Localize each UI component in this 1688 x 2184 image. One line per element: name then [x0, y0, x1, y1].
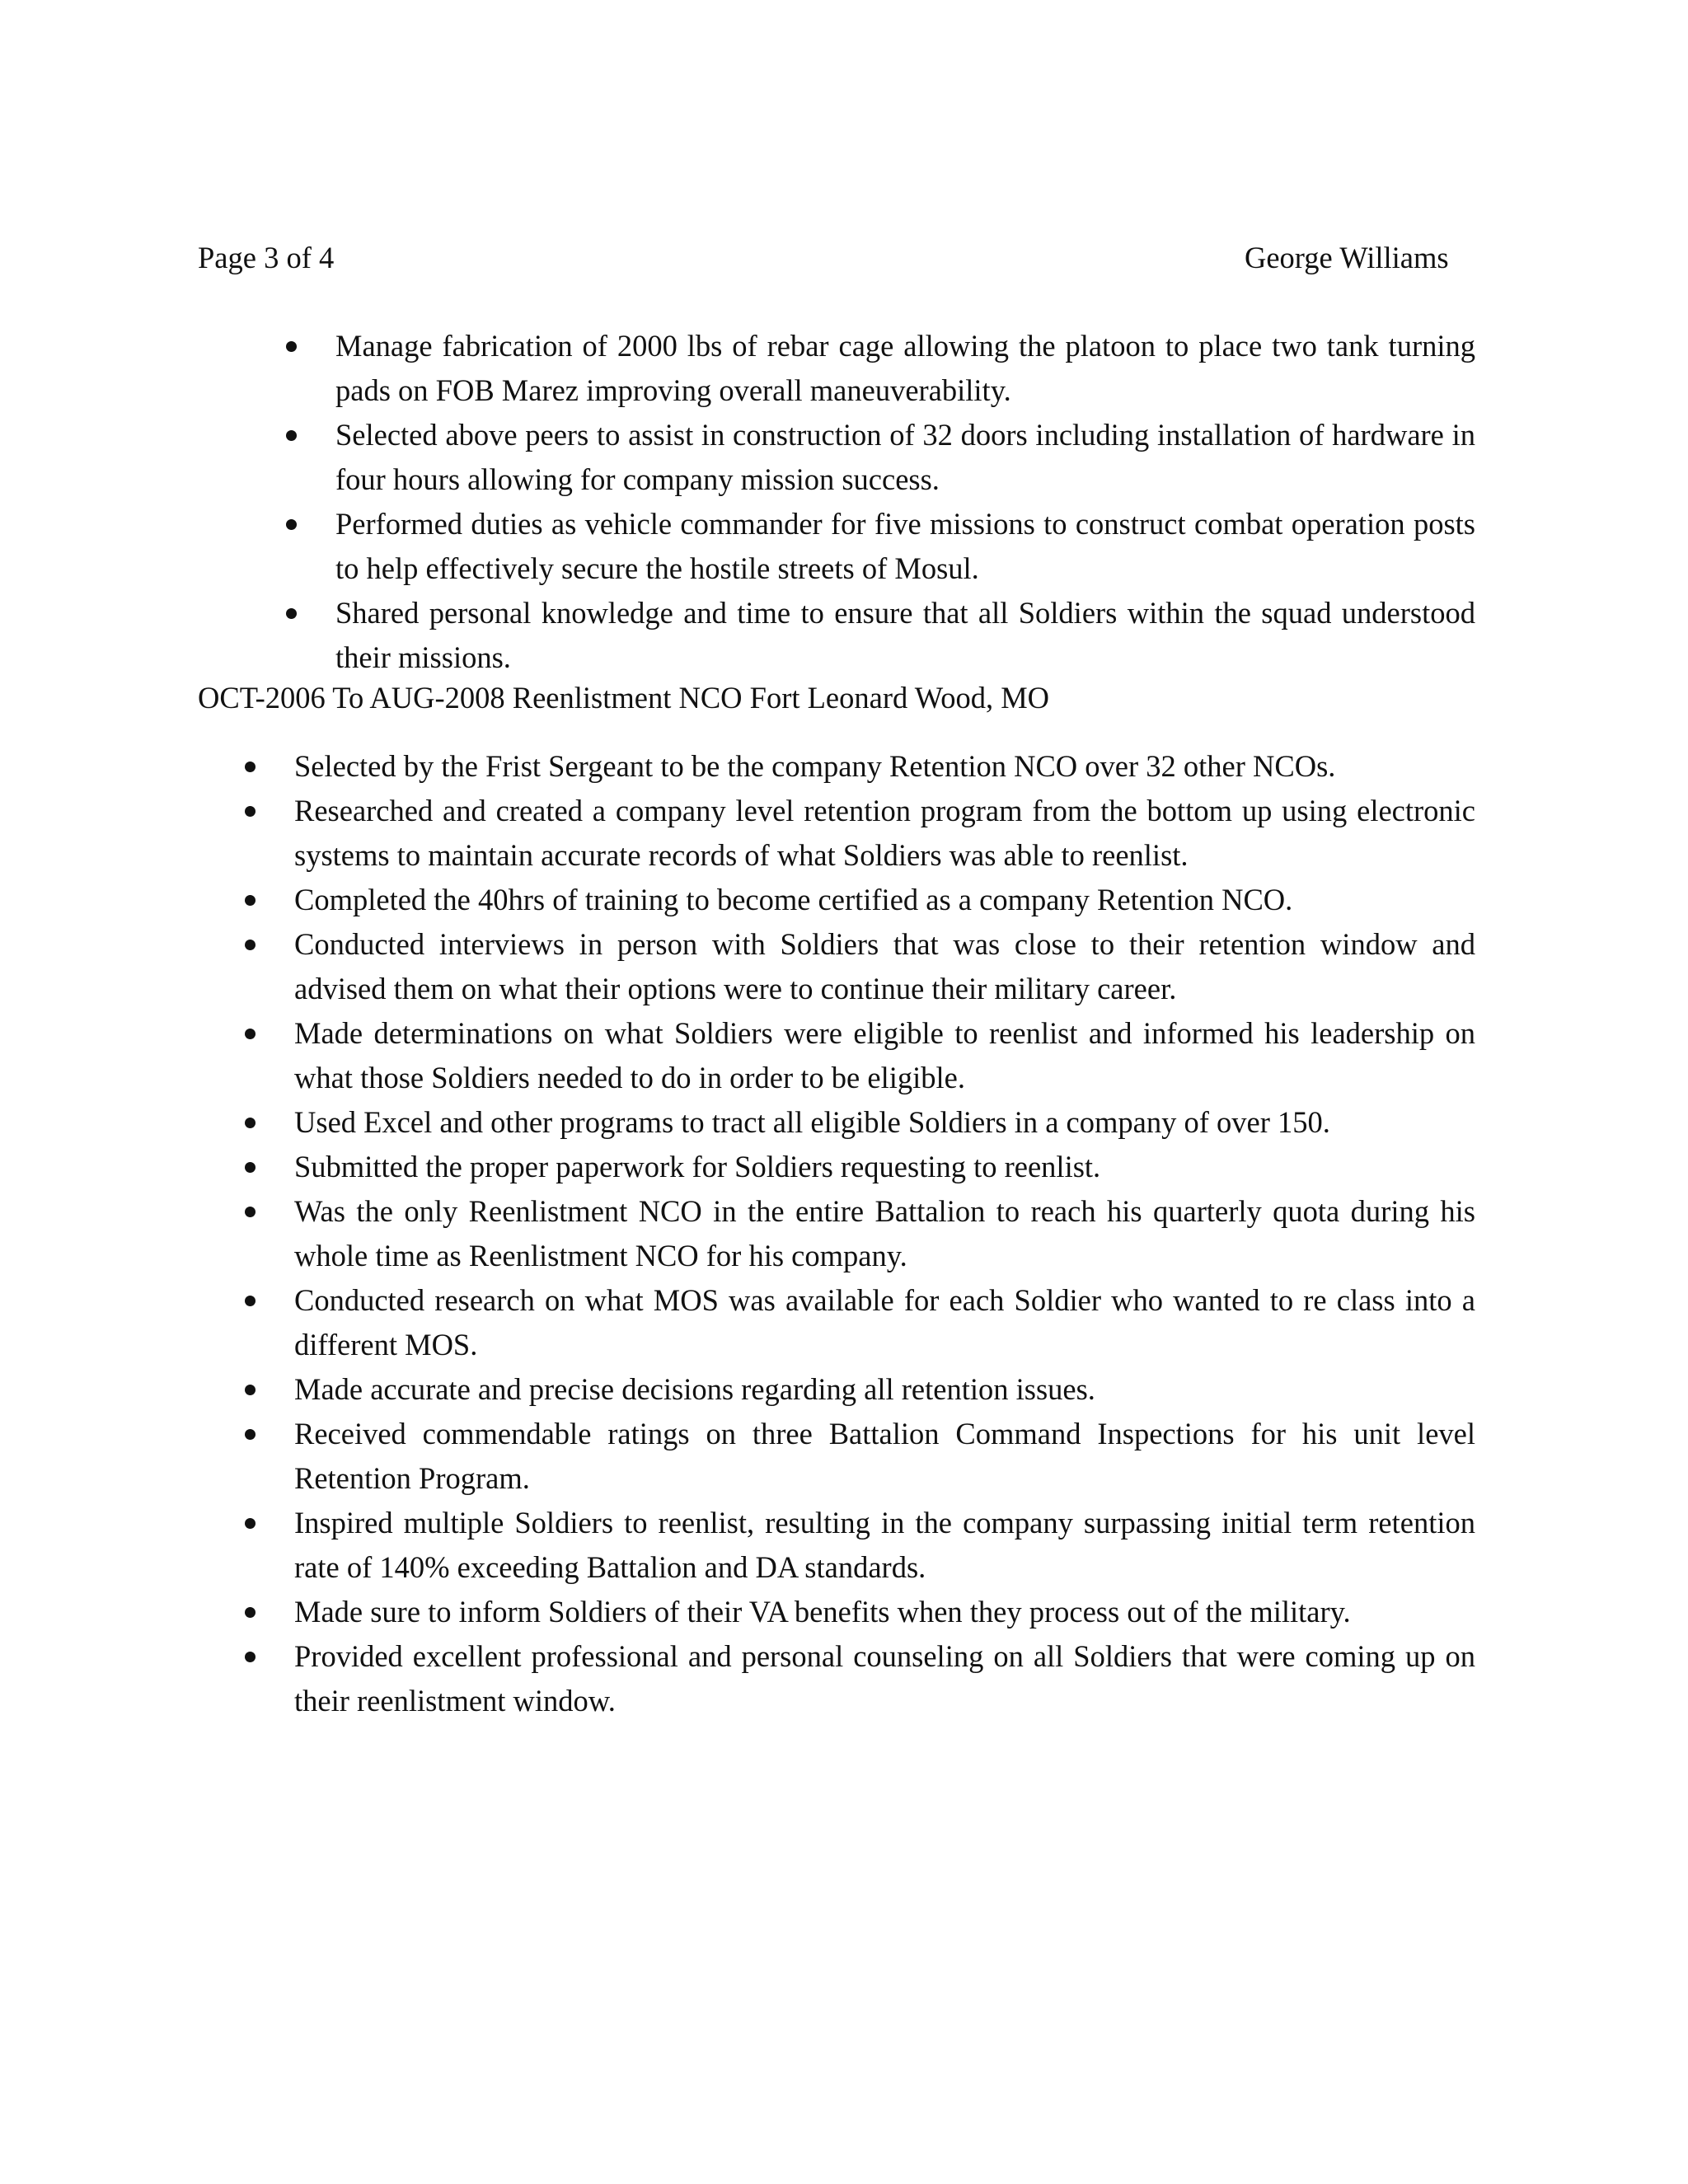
bullet-icon [286, 341, 297, 352]
list-item-text: Conducted research on what MOS was available for each Soldier who wanted to re class into a different MOS. [294, 1283, 1475, 1361]
bullet-icon [245, 1385, 256, 1395]
list-item [237, 1367, 1475, 1412]
list-item-text: Conducted interviews in person with Soldiers that was close to their retention window and advised them on what their options were to continue their military career. [294, 927, 1475, 1005]
job-heading: OCT-2006 To AUG-2008 Reenlistment NCO Fort Leonard Wood, MO [198, 681, 1050, 715]
author-name: George Williams [1245, 241, 1449, 274]
bullet-list-section1 [279, 324, 1475, 680]
bullet-icon [245, 806, 256, 817]
bullet-icon [245, 1296, 256, 1306]
bullet-icon [245, 940, 256, 950]
bullet-icon [245, 1607, 256, 1618]
list-item [237, 1278, 1475, 1367]
list-item [237, 1100, 1475, 1145]
list-item-text: Shared personal knowledge and time to ensure that all Soldiers within the squad understood their missions. [335, 596, 1475, 674]
list-item [237, 1189, 1475, 1278]
list-item-text: Made determinations on what Soldiers were eligible to reenlist and informed his leadership on what those Soldiers needed to do in order to be eligible. [294, 1016, 1475, 1094]
list-item [237, 1634, 1475, 1723]
list-item-text: Submitted the proper paperwork for Soldiers requesting to reenlist. [294, 1150, 1101, 1183]
bullet-list-section2 [237, 744, 1475, 1723]
list-item-text: Inspired multiple Soldiers to reenlist, resulting in the company surpassing initial term retention rate of 140% exceeding Battalion and DA standards. [294, 1506, 1475, 1584]
list-item-text: Was the only Reenlistment NCO in the entire Battalion to reach his quarterly quota during his whole time as Reenlistment NCO for his company. [294, 1194, 1475, 1272]
list-item [279, 502, 1475, 591]
page-number: Page 3 of 4 [198, 241, 335, 274]
bullet-icon [245, 762, 256, 772]
list-item [237, 1011, 1475, 1100]
bullet-icon [245, 1029, 256, 1039]
list-item [237, 1590, 1475, 1634]
list-item-text: Received commendable ratings on three Battalion Command Inspections for his unit level Retention Program. [294, 1417, 1475, 1495]
bullet-icon [245, 1118, 256, 1128]
list-item-text: Performed duties as vehicle commander for five missions to construct combat operation posts to help effectively secure the hostile streets of Mosul. [335, 507, 1475, 585]
list-item-text: Manage fabrication of 2000 lbs of rebar cage allowing the platoon to place two tank turning pads on FOB Marez improving overall maneuverability. [335, 329, 1475, 407]
bullet-icon [245, 1207, 256, 1217]
bullet-icon [245, 1518, 256, 1529]
bullet-icon [245, 895, 256, 906]
list-item-text: Selected above peers to assist in construction of 32 doors including installation of hardware in four hours allowing for company mission success. [335, 418, 1475, 496]
list-item [237, 922, 1475, 1011]
list-item-text: Used Excel and other programs to tract all eligible Soldiers in a company of over 150. [294, 1105, 1330, 1139]
list-item-text: Completed the 40hrs of training to become certified as a company Retention NCO. [294, 883, 1293, 916]
list-item-text: Selected by the Frist Sergeant to be the company Retention NCO over 32 other NCOs. [294, 749, 1336, 783]
list-item [279, 413, 1475, 502]
list-item [237, 1412, 1475, 1501]
list-item [237, 789, 1475, 878]
bullet-icon [286, 519, 297, 530]
bullet-icon [245, 1162, 256, 1173]
list-item [279, 324, 1475, 413]
bullet-icon [286, 608, 297, 619]
bullet-icon [245, 1429, 256, 1440]
list-item-text: Made sure to inform Soldiers of their VA benefits when they process out of the military. [294, 1595, 1351, 1629]
list-item-text: Provided excellent professional and personal counseling on all Soldiers that were coming up on their reenlistment window. [294, 1639, 1475, 1718]
bullet-icon [286, 430, 297, 441]
list-item [237, 744, 1475, 789]
list-item-text: Researched and created a company level retention program from the bottom up using electronic systems to maintain accurate records of what Soldiers was able to reenlist. [294, 794, 1475, 872]
bullet-icon [245, 1652, 256, 1662]
list-item [279, 591, 1475, 680]
list-item [237, 878, 1475, 922]
list-item-text: Made accurate and precise decisions regarding all retention issues. [294, 1372, 1095, 1406]
list-item [237, 1145, 1475, 1189]
list-item [237, 1501, 1475, 1590]
